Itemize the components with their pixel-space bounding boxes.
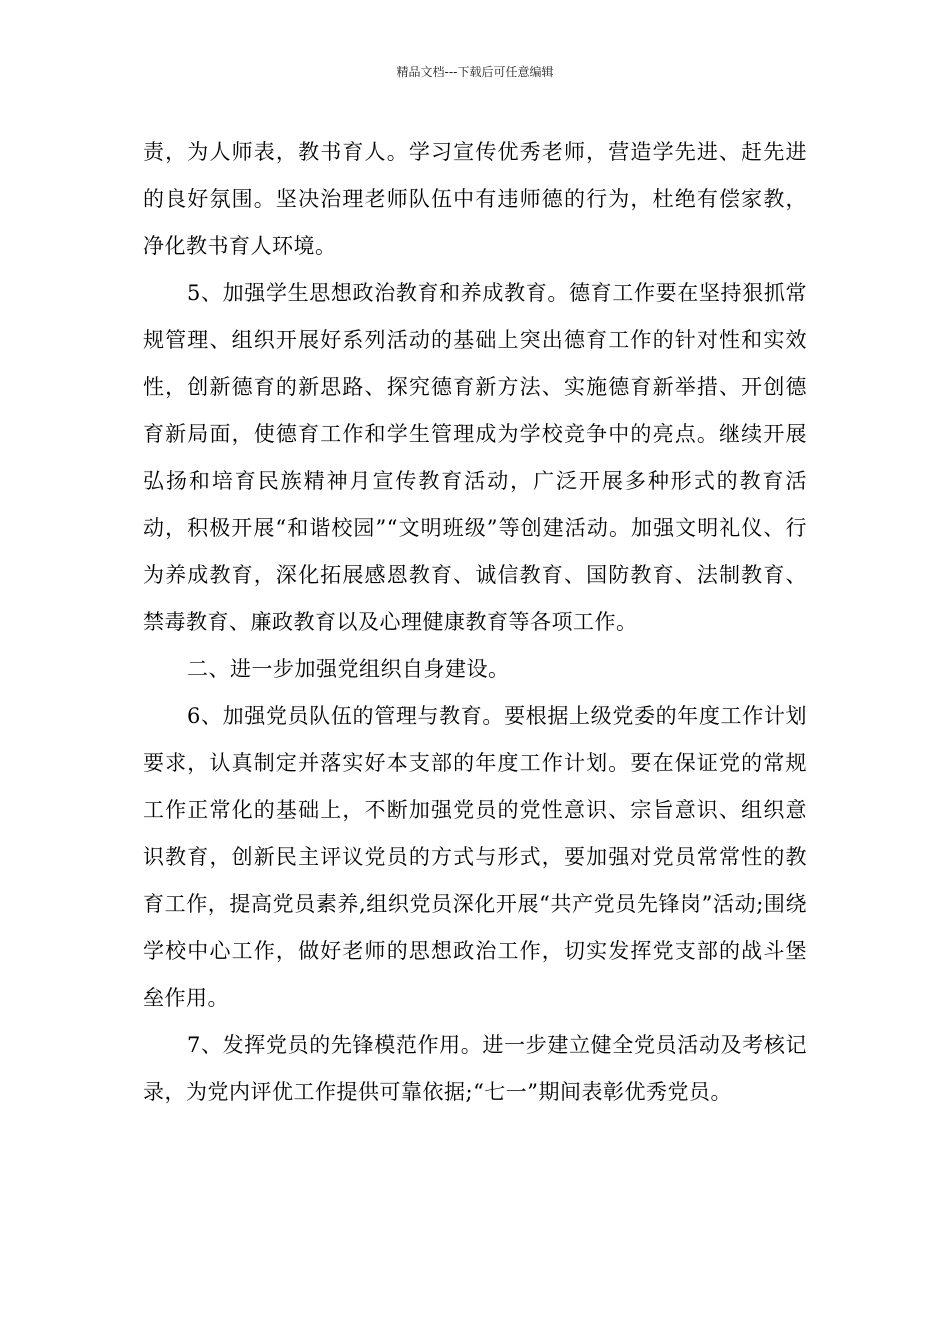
paragraph-item-7: 7、发挥党员的先锋模范作用。进一步建立健全党员活动及考核记录，为党内评优工作提供可靠依据;“七一”期间表彰优秀党员。	[143, 1033, 807, 1104]
paragraph-item-6: 6、加强党员队伍的管理与教育。要根据上级党委的年度工作计划要求，认真制定并落实好本支部的年度工作计划。要在保证党的常规工作正常化的基础上，不断加强党员的党性意识、宗旨意识、组织意识教育，创新民主评议党员的方式与形式，要加强对党员常常性的教育工作，提高党员素养,组织党员深化开展“共产党员先锋岗”活动;围绕学校中心工作，做好老师的思想政治工作，切实发挥党支部的战斗堡垒作用。	[143, 704, 807, 1010]
section-heading-2: 二、进一步加强党组织自身建设。	[187, 657, 510, 681]
document-body	[143, 129, 807, 1116]
page-header: 精品文档---下载后可任意编辑	[396, 65, 554, 79]
paragraph-continuation: 责，为人师表，教书育人。学习宣传优秀老师，营造学先进、赶先进的良好氛围。坚决治理老师队伍中有违师德的行为，杜绝有偿家教，净化教书育人环境。	[143, 140, 807, 258]
paragraph-item-5: 5、加强学生思想政治教育和养成教育。德育工作要在坚持狠抓常规管理、组织开展好系列活动的基础上突出德育工作的针对性和实效性，创新德育的新思路、探究德育新方法、实施德育新举措、开创德育新局面，使德育工作和学生管理成为学校竞争中的亮点。继续开展弘扬和培育民族精神月宣传教育活动，广泛开展多种形式的教育活动，积极开展“和谐校园”“文明班级”等创建活动。加强文明礼仪、行为养成教育，深化拓展感恩教育、诚信教育、国防教育、法制教育、禁毒教育、廉政教育以及心理健康教育等各项工作。	[143, 281, 807, 634]
